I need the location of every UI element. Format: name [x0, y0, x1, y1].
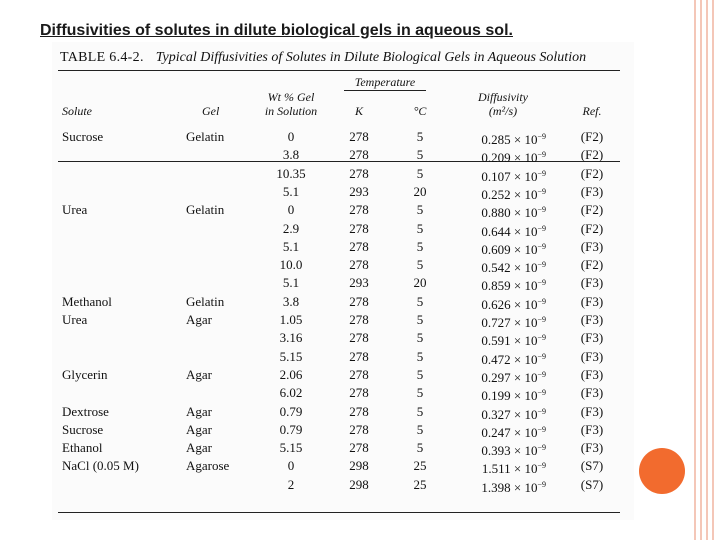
cell-ref: (F2) [580, 202, 604, 218]
header-wt-line2: in Solution [264, 104, 318, 118]
temperature-underline [344, 90, 426, 91]
times-ten: × 10 [510, 205, 538, 221]
times-ten: × 10 [510, 186, 538, 202]
header-c: °C [413, 104, 427, 118]
header-gel: Gel [202, 104, 220, 118]
diffusivity-exponent: −9 [537, 186, 546, 196]
cell-solute: Methanol [62, 293, 112, 309]
cell-solute: Ethanol [62, 440, 103, 456]
cell-solute: NaCl (0.05 M) [62, 458, 139, 474]
cell-c: 5 [416, 147, 424, 163]
cell-c: 5 [416, 293, 424, 309]
times-ten: × 10 [510, 351, 538, 367]
diffusivity-mantissa: 0.859 [481, 278, 511, 294]
times-ten: × 10 [510, 260, 538, 276]
diffusivity-mantissa: 0.609 [481, 241, 511, 257]
diffusivity-exponent: −9 [537, 369, 546, 379]
cell-c: 5 [416, 220, 424, 236]
times-ten: × 10 [510, 150, 538, 166]
cell-c: 5 [416, 366, 424, 382]
times-ten: × 10 [510, 333, 538, 349]
table-number: TABLE 6.4-2. [60, 50, 144, 65]
cell-k: 278 [349, 257, 369, 273]
cell-wt: 5.1 [282, 238, 300, 254]
diffusivity-exponent: −9 [537, 168, 546, 178]
cell-k: 278 [349, 165, 369, 181]
diffusivity-exponent: −9 [537, 150, 546, 160]
diffusivity-mantissa: 0.199 [481, 388, 511, 404]
cell-ref: (F3) [580, 366, 604, 382]
cell-gel: Gelatin [186, 293, 225, 309]
cell-c: 5 [416, 257, 424, 273]
cell-gel: Agar [186, 366, 212, 382]
cell-c: 5 [416, 440, 424, 456]
times-ten: × 10 [510, 388, 538, 404]
diffusivity-exponent: −9 [537, 461, 546, 471]
diffusivity-mantissa: 0.285 [481, 132, 511, 147]
diffusivity-mantissa: 0.591 [481, 333, 511, 349]
times-ten: × 10 [510, 296, 538, 312]
cell-k: 278 [349, 129, 369, 144]
cell-ref: (F3) [580, 385, 604, 401]
diffusivity-exponent: −9 [537, 351, 546, 361]
diffusivity-mantissa: 0.880 [481, 205, 511, 221]
diffusivity-exponent: −9 [537, 315, 546, 324]
diffusivity-mantissa: 1.398 [481, 479, 511, 495]
cell-gel: Agar [186, 440, 212, 456]
cell-c: 5 [416, 330, 424, 346]
frame-line [700, 0, 702, 540]
cell-ref: (F3) [580, 183, 604, 199]
cell-ref: (F3) [580, 312, 604, 327]
cell-k: 278 [349, 330, 369, 346]
cell-c: 25 [413, 458, 427, 474]
header-diffusivity-line1: Diffusivity [478, 90, 528, 104]
cell-k: 278 [349, 385, 369, 401]
cell-k: 278 [349, 147, 369, 163]
cell-ref: (F2) [580, 147, 604, 163]
cell-c: 25 [413, 476, 427, 492]
cell-gel: Agar [186, 312, 212, 327]
cell-wt: 0 [287, 129, 295, 144]
frame-line [712, 0, 714, 540]
cell-ref: (F2) [580, 129, 604, 144]
times-ten: × 10 [510, 369, 538, 385]
diffusivity-mantissa: 0.393 [481, 443, 511, 459]
cell-wt: 5.15 [279, 440, 303, 456]
cell-solute: Sucrose [62, 421, 104, 437]
diffusivity-exponent: −9 [537, 406, 546, 416]
cell-diffusivity [460, 476, 546, 497]
diffusivity-exponent: −9 [537, 424, 546, 434]
times-ten: × 10 [510, 406, 538, 422]
cell-ref: (F3) [580, 440, 604, 456]
times-ten: × 10 [510, 168, 538, 184]
times-ten: × 10 [510, 424, 538, 440]
cell-c: 20 [413, 275, 427, 291]
cell-ref: (F3) [580, 348, 604, 364]
cell-solute: Dextrose [62, 403, 109, 419]
diffusivity-exponent: −9 [537, 241, 546, 251]
cell-ref: (F3) [580, 275, 604, 291]
cell-wt: 0.79 [279, 403, 303, 419]
diffusivity-mantissa: 0.626 [481, 296, 511, 312]
cell-wt: 10.35 [276, 165, 306, 181]
diffusivity-exponent: −9 [537, 278, 546, 288]
cell-c: 5 [416, 129, 424, 144]
frame-line [694, 0, 696, 540]
cell-wt: 2.9 [282, 220, 300, 236]
cell-ref: (F3) [580, 293, 604, 309]
cell-c: 5 [416, 202, 424, 218]
cell-ref: (F2) [580, 257, 604, 273]
header-k: K [354, 104, 363, 118]
diffusivity-mantissa: 0.252 [481, 186, 511, 202]
cell-k: 278 [349, 293, 369, 309]
cell-gel: Agarose [186, 458, 230, 474]
times-ten: × 10 [510, 443, 538, 459]
table-image [52, 42, 634, 520]
cell-k: 278 [349, 366, 369, 382]
cell-k: 278 [349, 403, 369, 419]
cell-ref: (F3) [580, 330, 604, 346]
cell-wt: 5.1 [282, 183, 300, 199]
diffusivity-mantissa: 0.327 [481, 406, 511, 422]
diffusivity-exponent: −9 [537, 132, 546, 141]
cell-ref: (S7) [580, 476, 604, 492]
diffusivity-exponent: −9 [537, 260, 546, 270]
cell-k: 298 [349, 476, 369, 492]
times-ten: × 10 [510, 241, 538, 257]
diffusivity-mantissa: 1.511 [481, 461, 511, 477]
cell-wt: 2.06 [279, 366, 303, 382]
cell-c: 5 [416, 165, 424, 181]
cell-wt: 3.8 [282, 293, 300, 309]
times-ten: × 10 [510, 479, 538, 495]
table-caption [60, 50, 586, 66]
cell-c: 5 [416, 403, 424, 419]
diffusivity-mantissa: 0.472 [481, 351, 511, 367]
cell-c: 5 [416, 312, 424, 327]
cell-c: 5 [416, 421, 424, 437]
cell-solute: Urea [62, 312, 88, 327]
cell-k: 278 [349, 348, 369, 364]
cell-ref: (F2) [580, 165, 604, 181]
cell-ref: (S7) [580, 458, 604, 474]
cell-k: 278 [349, 202, 369, 218]
cell-k: 278 [349, 238, 369, 254]
diffusivity-mantissa: 0.542 [481, 260, 511, 276]
decorative-circle [639, 448, 685, 494]
cell-k: 293 [349, 275, 369, 291]
cell-wt: 0 [287, 202, 295, 218]
cell-c: 5 [416, 238, 424, 254]
header-temperature: Temperature [354, 75, 416, 89]
diffusivity-exponent: −9 [537, 479, 546, 489]
cell-solute: Urea [62, 202, 88, 218]
cell-gel: Agar [186, 403, 212, 419]
cell-k: 278 [349, 220, 369, 236]
frame-line [706, 0, 708, 540]
diffusivity-mantissa: 0.107 [481, 168, 511, 184]
cell-solute: Glycerin [62, 366, 108, 382]
times-ten: × 10 [510, 461, 538, 477]
cell-wt: 0.79 [279, 421, 303, 437]
cell-gel: Agar [186, 421, 212, 437]
cell-k: 293 [349, 183, 369, 199]
cell-ref: (F3) [580, 238, 604, 254]
cell-wt: 2 [287, 476, 295, 492]
header-wt-line1: Wt % Gel [267, 90, 315, 104]
cell-k: 298 [349, 458, 369, 474]
diffusivity-mantissa: 0.727 [481, 315, 511, 330]
cell-wt: 5.15 [279, 348, 303, 364]
header-ref: Ref. [582, 104, 602, 118]
cell-wt: 3.16 [279, 330, 303, 346]
cell-wt: 1.05 [279, 312, 303, 327]
cell-k: 278 [349, 421, 369, 437]
cell-k: 278 [349, 440, 369, 456]
table-top-rule [58, 70, 620, 71]
diffusivity-exponent: −9 [537, 205, 546, 215]
slide-title: Diffusivities of solutes in dilute biological gels in aqueous sol. [40, 22, 513, 39]
diffusivity-exponent: −9 [537, 443, 546, 453]
times-ten: × 10 [510, 223, 538, 239]
cell-ref: (F3) [580, 403, 604, 419]
cell-wt: 5.1 [282, 275, 300, 291]
table-bottom-rule [58, 512, 620, 513]
cell-c: 20 [413, 183, 427, 199]
cell-c: 5 [416, 348, 424, 364]
times-ten: × 10 [510, 278, 538, 294]
cell-gel: Gelatin [186, 129, 225, 144]
cell-solute: Sucrose [62, 129, 104, 144]
cell-wt: 0 [287, 458, 295, 474]
diffusivity-mantissa: 0.644 [481, 223, 511, 239]
cell-gel: Gelatin [186, 202, 225, 218]
cell-wt: 3.8 [282, 147, 300, 163]
header-solute: Solute [62, 104, 92, 118]
header-diffusivity-line2: (m²/s) [488, 104, 518, 118]
cell-wt: 10.0 [279, 257, 303, 273]
diffusivity-exponent: −9 [537, 333, 546, 343]
table-caption-text: Typical Diffusivities of Solutes in Dilute Biological Gels in Aqueous Solution [155, 50, 587, 65]
diffusivity-exponent: −9 [537, 388, 546, 398]
cell-k: 278 [349, 312, 369, 327]
cell-c: 5 [416, 385, 424, 401]
cell-ref: (F2) [580, 220, 604, 236]
cell-ref: (F3) [580, 421, 604, 437]
times-ten: × 10 [510, 315, 538, 330]
cell-wt: 6.02 [279, 385, 303, 401]
times-ten: × 10 [510, 132, 538, 147]
diffusivity-mantissa: 0.209 [481, 150, 511, 166]
diffusivity-mantissa: 0.247 [481, 424, 511, 440]
diffusivity-exponent: −9 [537, 296, 546, 306]
diffusivity-mantissa: 0.297 [481, 369, 511, 385]
diffusivity-exponent: −9 [537, 223, 546, 233]
